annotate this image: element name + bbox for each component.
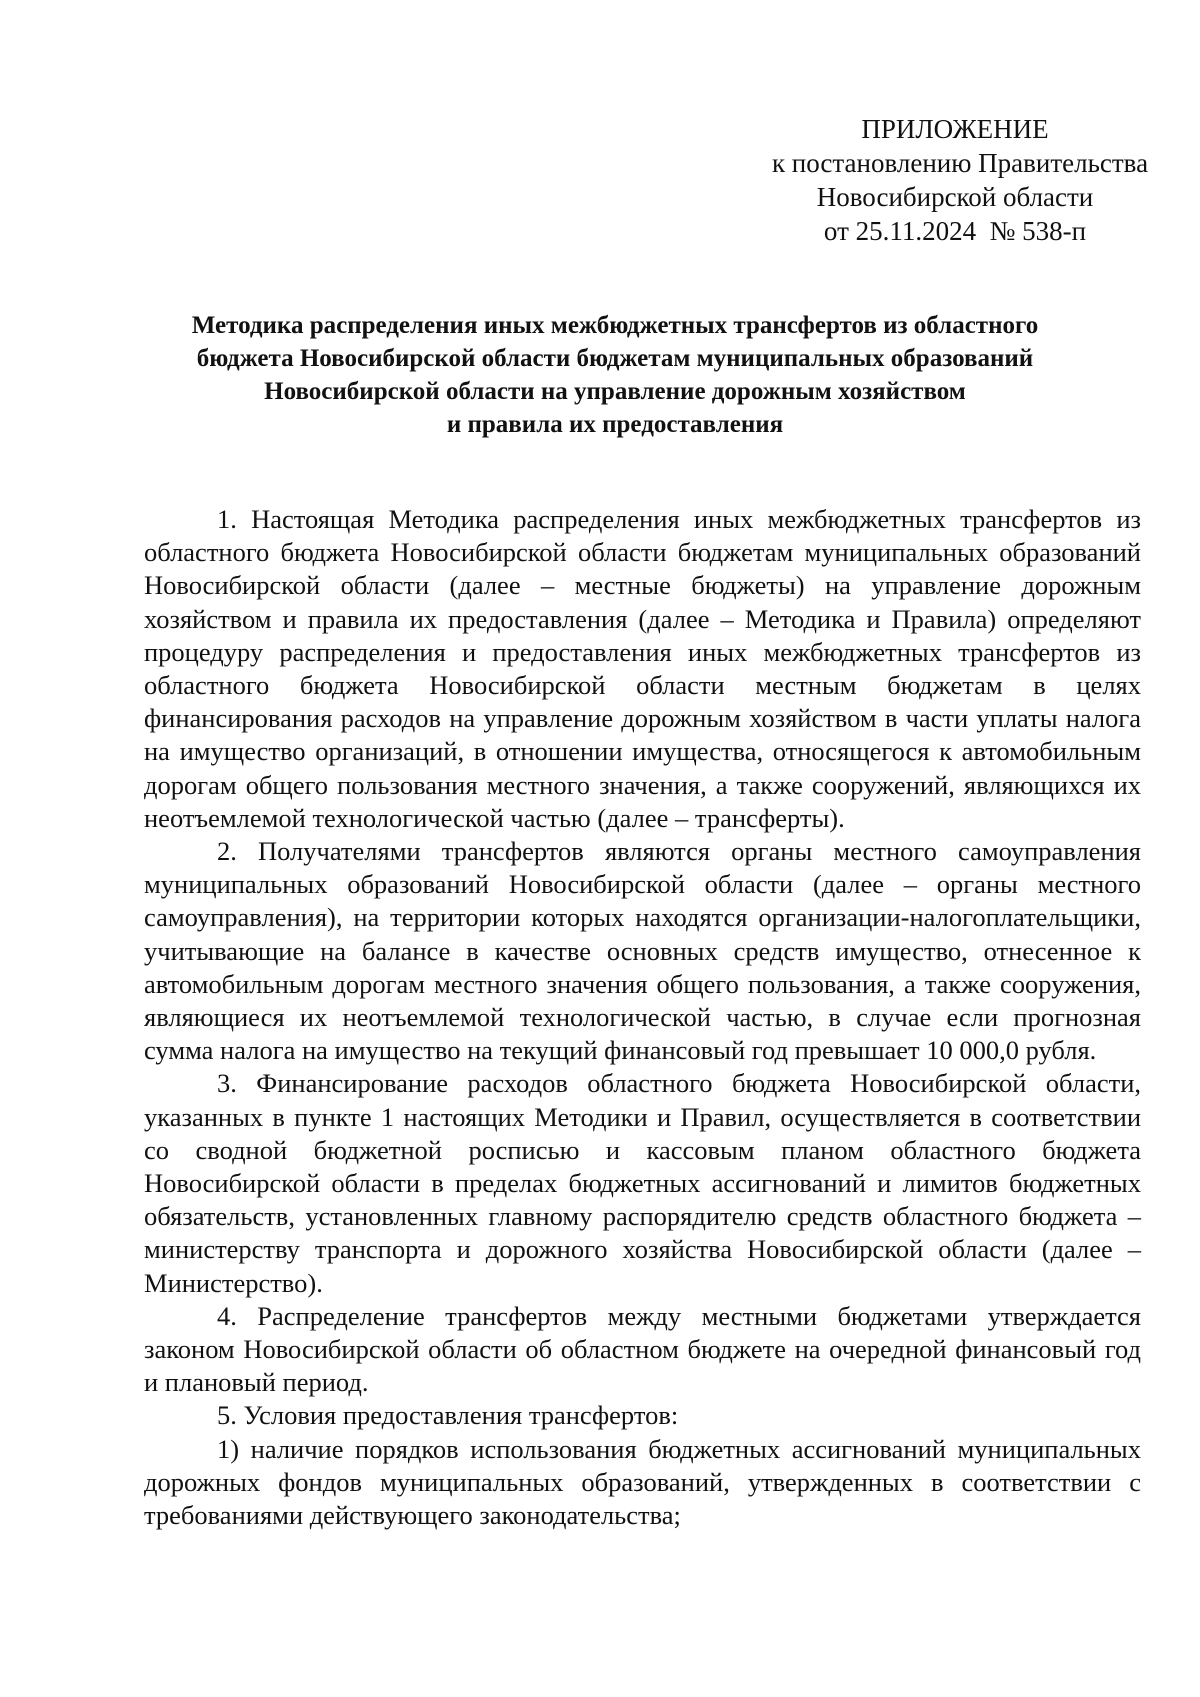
appendix-header [740,112,1170,248]
appendix-label: ПРИЛОЖЕНИЕ [861,114,1049,144]
resolution-reference: к постановлению Правительства [771,148,1149,178]
paragraph-2: 2. Получателями трансфертов являются органы местного самоуправления муниципальных образований Новосибирской области (далее – органы местного самоуправления), на территории которых находятся организации-налогоплательщики, учитывающие на балансе в качестве основных средств имущество, отнесенное к автомобильным дорогам местного значения общего пользования, а также сооружения, являющиеся их неотъемлемой технологической частью, в случае если прогнозная сумма налога на имущество на текущий финансовый год превышает 10 000,0 рубля. [144,836,1141,1066]
paragraph-4: 4. Распределение трансфертов между местными бюджетами утверждается законом Новосибирской области об областном бюджете на очередной финансовый год и плановый период. [144,1300,1141,1398]
title-line: Новосибирской области на управление дорожным хозяйством [264,378,966,405]
title-line: бюджета Новосибирской области бюджетам муниципальных образований [196,345,1034,372]
title-line: Методика распределения иных межбюджетных трансфертов из областного [191,312,1039,339]
paragraph-5-item-1: 1) наличие порядков использования бюджетных ассигнований муниципальных дорожных фондов муниципальных образований, утвержденных в соответствии с требованиями действующего законодательства; [144,1433,1141,1531]
paragraph-3: 3. Финансирование расходов областного бюджета Новосибирской области, указанных в пункте 1 настоящих Методики и Правил, осуществляется в соответствии со сводной бюджетной росписью и кассовым планом областного бюджета Новосибирской области в пределах бюджетных ассигнований и лимитов бюджетных обязательств, установленных главному распорядителю средств областного бюджета – министерству транспорта и дорожного хозяйства Новосибирской области (далее – Министерство). [144,1068,1141,1298]
paragraph-1: 1. Настоящая Методика распределения иных межбюджетных трансфертов из областного бюджета Новосибирской области бюджетам муниципальных образований Новосибирской области (далее – местные бюджеты) на управление дорожным хозяйством и правила их предоставления (далее – Методика и Правила) определяют процедуру распределения и предоставления иных межбюджетных трансфертов из областного бюджета Новосибирской области местным бюджетам в целях финансирования расходов на управление дорожным хозяйством в части уплаты налога на имущество организаций, в отношении имущества, относящегося к автомобильным дорогам общего пользования местного значения, а также сооружений, являющихся их неотъемлемой технологической частью (далее – трансферты). [144,504,1141,833]
title-line: и правила их предоставления [446,411,784,438]
document-title [150,309,1080,441]
document-body [144,503,1141,1532]
paragraph-5: 5. Условия предоставления трансфертов: [217,1400,679,1431]
region-name: Новосибирской области [816,182,1094,212]
resolution-date-number: от 25.11.2024 № 538-п [823,216,1087,246]
